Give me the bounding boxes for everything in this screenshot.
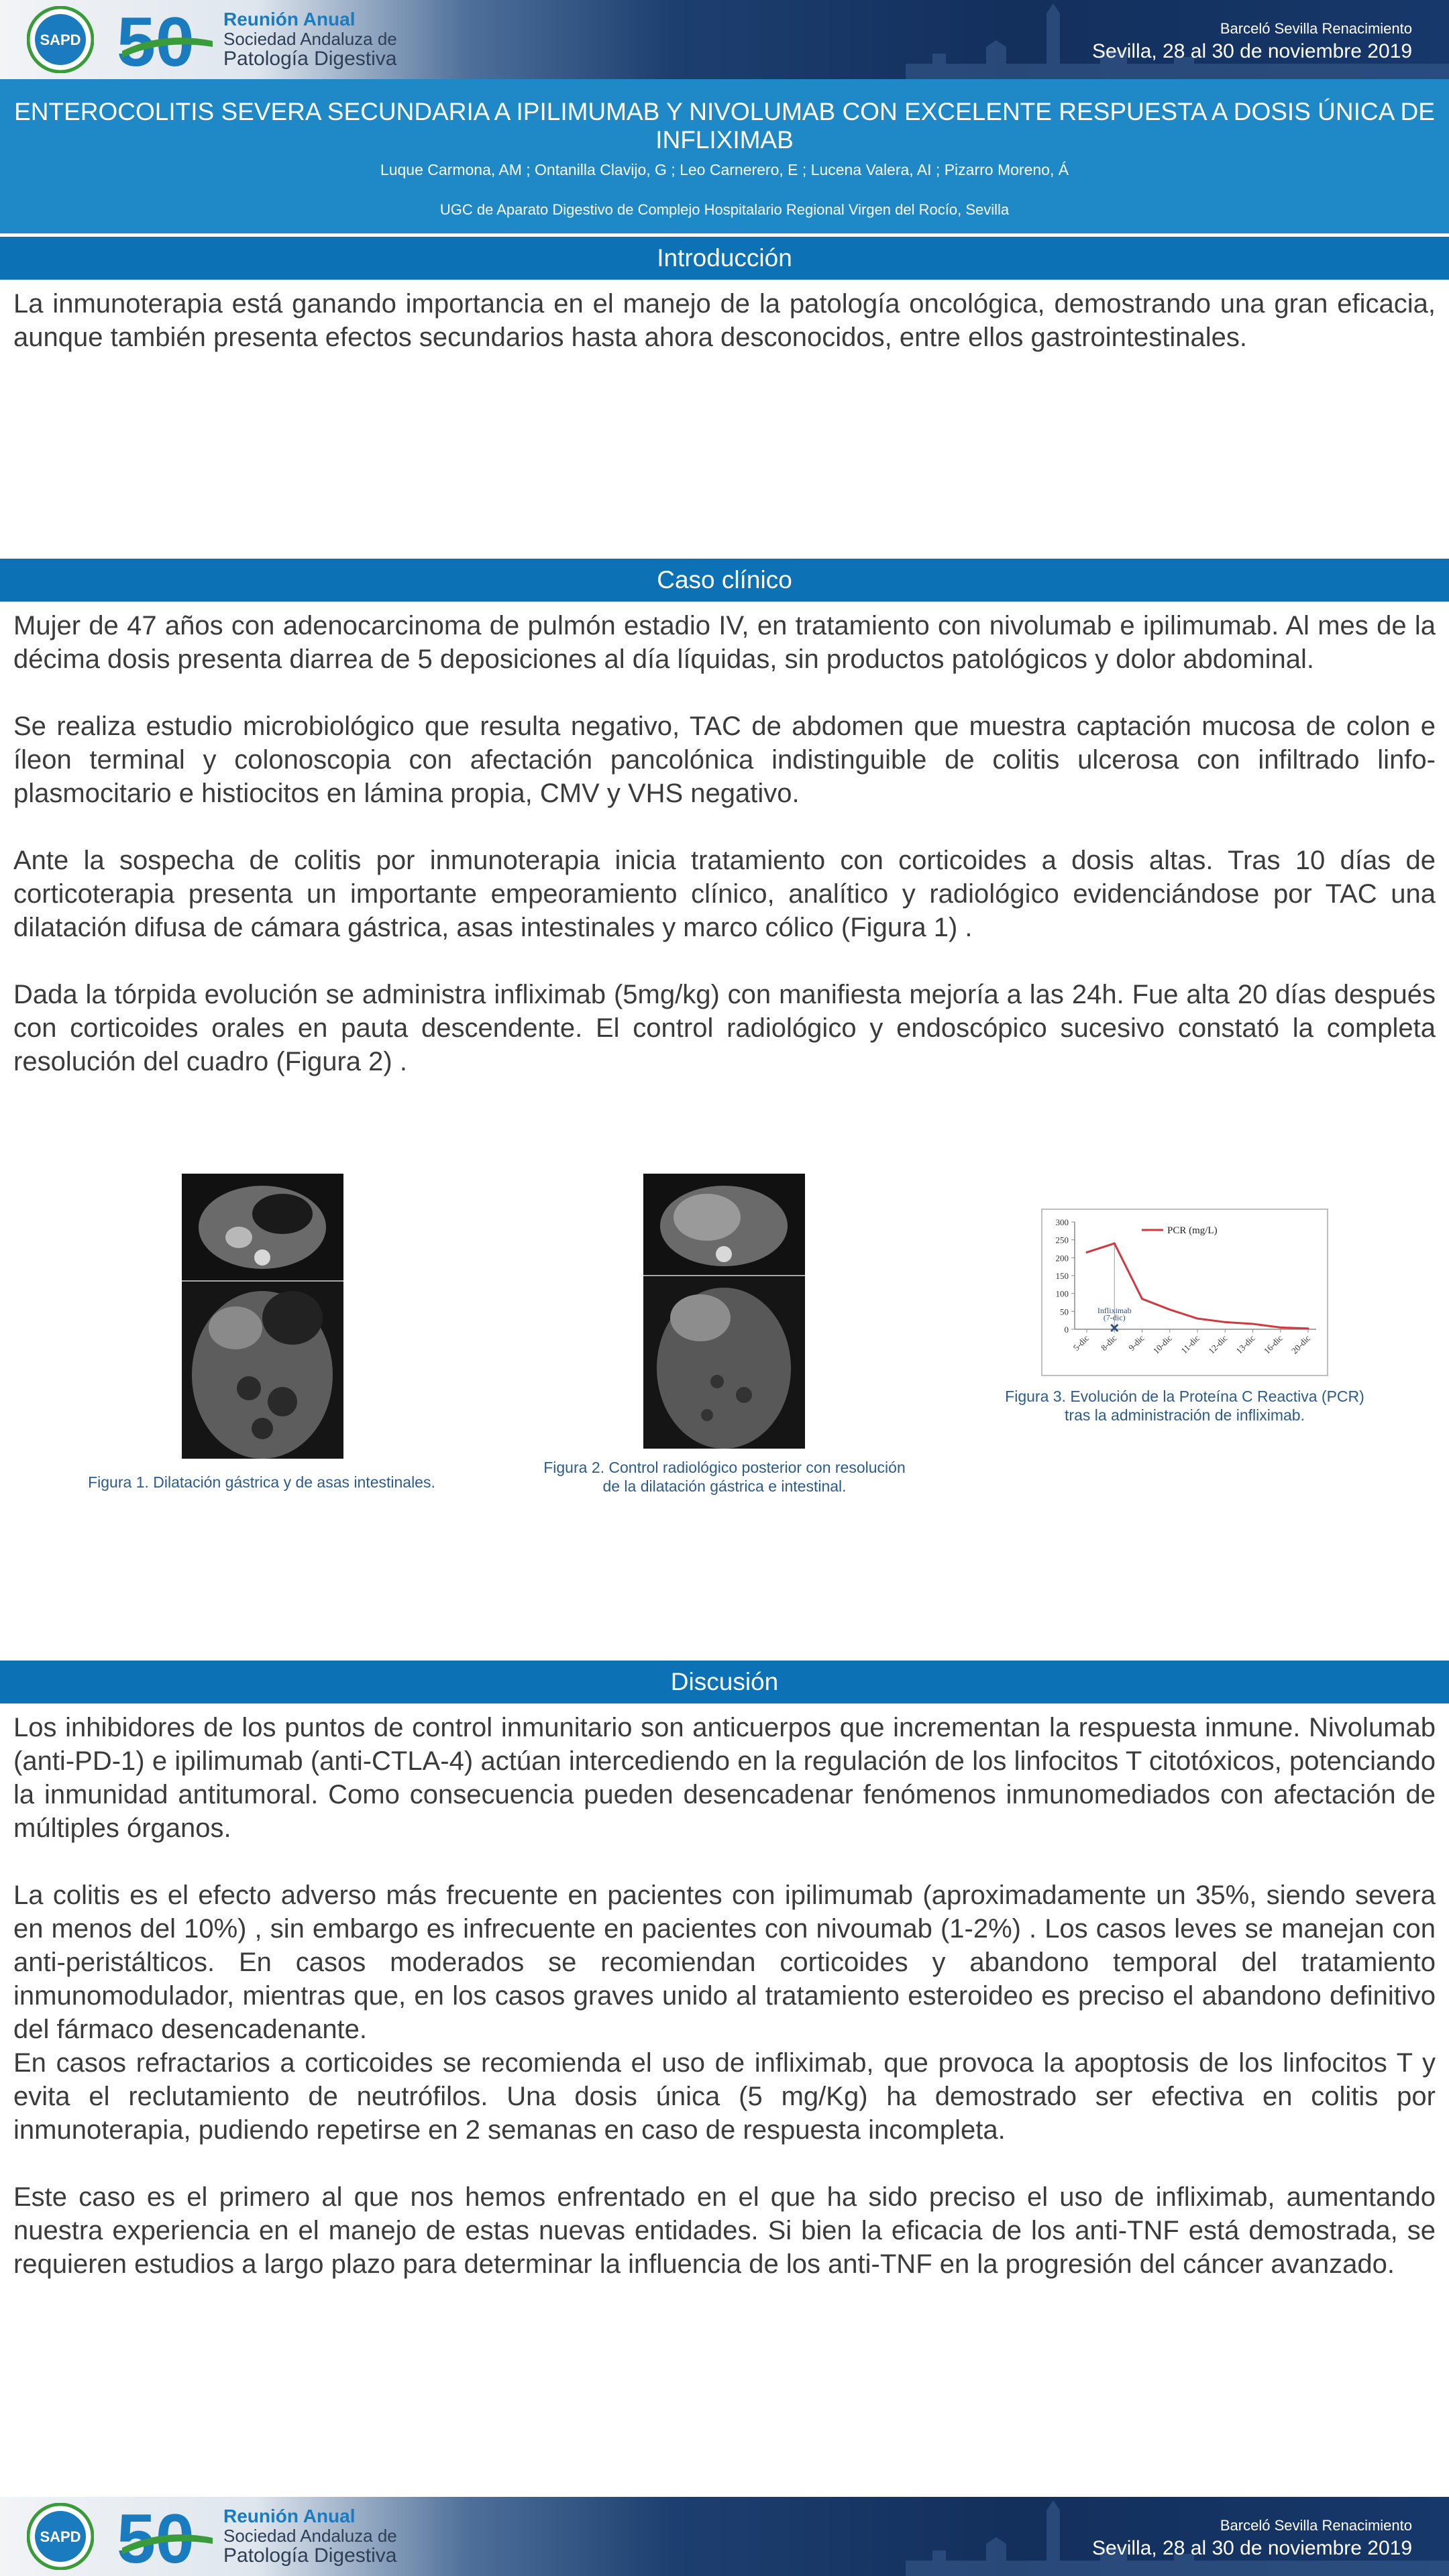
legend-label: PCR (mg/L) <box>1167 1225 1218 1236</box>
chart-x-tick-label: 20-dic <box>1289 1333 1313 1356</box>
pcr-data-point <box>1169 1308 1171 1310</box>
figure-2-caption-line-2: de la dilatación gástrica e intestinal. <box>602 1477 847 1495</box>
bottom-banner <box>0 2497 1449 2576</box>
intro-text <box>13 287 1436 354</box>
figure-1-ct-illustration <box>182 1174 343 1459</box>
figure-2-ct-illustration <box>643 1174 805 1449</box>
chart-y-tick-label: 50 <box>1060 1306 1069 1317</box>
sapd-logo-text: SAPD <box>40 32 81 48</box>
event-name <box>223 2506 398 2568</box>
figure-3-caption <box>966 1387 1403 1424</box>
case-paragraph-3: Ante la sospecha de colitis por inmunoterapia inicia tratamiento con corticoides a dosis altas. Tras 10 días de corticoterapia presenta un importante empeoramiento clínico, analítico y radiológico evidenciándose por TAC una dilatación difusa de cámara gástrica, asas intestinales y marco cólico (Figura 1) . <box>13 846 1436 942</box>
anniversary-number: 50 <box>117 4 195 75</box>
chart-x-tick-label: 16-dic <box>1261 1333 1285 1356</box>
pcr-data-point <box>1141 1298 1143 1300</box>
discussion-paragraph-4: Este caso es el primero al que nos hemos enfrentado en el que ha sido preciso el uso de infliximab, aumentando nuestra experiencia en el manejo de estas nuevas entidades. Si bien la eficacia de los anti-TNF está demostrada, se requieren estudios a largo plazo para determinar la influencia de los anti-TNF en la progresión del cáncer avanzado. <box>13 2182 1436 2279</box>
figure-3-caption-line-1: Figura 3. Evolución de la Proteína C Reactiva (PCR) <box>1005 1388 1364 1405</box>
event-line-1: Reunión Anual <box>223 2506 356 2526</box>
seville-skyline-icon <box>906 2497 1449 2576</box>
section-heading-caso-clinico: Caso clínico <box>0 559 1449 602</box>
pcr-data-point <box>1307 1327 1309 1329</box>
seville-skyline-icon <box>906 0 1449 79</box>
chart-x-tick-label: 11-dic <box>1179 1333 1202 1356</box>
discussion-text <box>13 1711 1436 2281</box>
authors: Luque Carmona, AM ; Ontanilla Clavijo, G ; Leo Carnerero, E ; Lucena Valera, AI ; Pizarro Moreno, Á <box>380 161 1069 178</box>
dates-text: Sevilla, 28 al 30 de noviembre 2019 <box>1092 40 1412 62</box>
sapd-logo-text: SAPD <box>40 2528 81 2545</box>
intro-paragraph: La inmunoterapia está ganando importancia en el manejo de la patología oncológica, demostrando una gran eficacia, aunque también presenta efectos secundarios hasta ahora desconocidos, entre ellos gastrointestinales. <box>13 289 1436 352</box>
sapd-logo-icon <box>27 6 94 73</box>
event-line-2: Sociedad Andaluza de <box>223 29 397 49</box>
section-heading-introduccion: Introducción <box>0 237 1449 280</box>
chart-x-tick-label: 5-dic <box>1071 1333 1091 1353</box>
pcr-data-point <box>1114 1243 1116 1245</box>
chart-x-tick-label: 8-dic <box>1098 1333 1119 1353</box>
chart-x-tick-label: 13-dic <box>1234 1333 1257 1356</box>
venue-text: Barceló Sevilla Renacimiento <box>1220 2517 1412 2534</box>
chart-x-tick-label: 9-dic <box>1126 1333 1146 1353</box>
figure-2-caption <box>517 1458 932 1496</box>
anniversary-logo <box>115 4 216 75</box>
case-paragraph-4: Dada la tórpida evolución se administra infliximab (5mg/kg) con manifiesta mejoría a las 24h. Fue alta 20 días después con corticoides orales en pauta descendente. El control radiológico y endoscópico sucesivo constató la completa resolución del cuadro (Figura 2) . <box>13 980 1436 1076</box>
pcr-data-point <box>1197 1318 1199 1320</box>
chart-y-tick-label: 300 <box>1055 1217 1069 1227</box>
dates-text: Sevilla, 28 al 30 de noviembre 2019 <box>1092 2537 1412 2559</box>
chart-y-tick-label: 250 <box>1055 1235 1069 1245</box>
title-block <box>0 79 1449 233</box>
poster-title: ENTEROCOLITIS SEVERA SECUNDARIA A IPILIMUMAB Y NIVOLUMAB CON EXCELENTE RESPUESTA A DOSIS ÚNICA DE INFLIXIMAB <box>14 98 1435 154</box>
affiliation: UGC de Aparato Digestivo de Complejo Hospitalario Regional Virgen del Rocío, Sevilla <box>439 201 1010 218</box>
pcr-line-chart <box>1041 1209 1328 1376</box>
figure-1-caption: Figura 1. Dilatación gástrica y de asas intestinales. <box>88 1473 435 1491</box>
figure-2-caption-line-1: Figura 2. Control radiológico posterior con resolución <box>543 1459 906 1476</box>
chart-y-tick-label: 0 <box>1064 1325 1069 1335</box>
event-name <box>223 9 398 71</box>
anniversary-logo <box>115 2501 216 2572</box>
chart-y-tick-label: 150 <box>1055 1271 1069 1281</box>
pcr-data-point <box>1224 1321 1226 1323</box>
chart-x-tick-label: 12-dic <box>1206 1333 1230 1356</box>
event-line-1: Reunión Anual <box>223 9 356 30</box>
chart-y-tick-label: 100 <box>1055 1288 1069 1299</box>
figure-3-caption-line-2: tras la administración de infliximab. <box>1065 1406 1305 1424</box>
discussion-paragraph-2: La colitis es el efecto adverso más frecuente en pacientes con ipilimumab (aproximadamente un 35%, siendo severa en menos del 10%) , sin embargo es infrecuente en pacientes con nivoumab (1-2%) . Los casos leves se manejan con anti-peristálticos. En casos moderados se recomiendan corticoides y abandono temporal del tratamiento inmunomodulador, mientras que, en los casos graves unido al tratamiento esteroideo es preciso el abandono definitivo del fármaco desencadenante. <box>13 1881 1436 2044</box>
section-heading-discusion: Discusión <box>0 1661 1449 1703</box>
anniversary-number: 50 <box>117 2501 195 2572</box>
sapd-logo-icon <box>27 2503 94 2570</box>
event-line-3: Patología Digestiva <box>223 48 397 70</box>
pcr-data-point <box>1086 1251 1088 1253</box>
case-paragraph-2: Se realiza estudio microbiológico que resulta negativo, TAC de abdomen que muestra captación mucosa de colon e íleon terminal y colonoscopia con afectación pancolónica indistinguible de colitis ulcerosa con infiltrado linfo-plasmocitario e histiocitos en lámina propia, CMV y VHS negativo. <box>13 712 1436 808</box>
infliximab-label: Infliximab <box>1097 1306 1132 1315</box>
top-banner <box>0 0 1449 79</box>
case-text <box>13 609 1436 1078</box>
event-line-3: Patología Digestiva <box>223 2544 397 2567</box>
chart-y-tick-label: 200 <box>1055 1253 1069 1264</box>
discussion-paragraph-3: En casos refractarios a corticoides se recomienda el uso de infliximab, que provoca la apoptosis de los linfocitos T y evita el reclutamiento de neutrófilos. Una dosis única (5 mg/Kg) ha demostrado ser efectiva en colitis por inmunoterapia, pudiendo repetirse en 2 semanas en caso de respuesta incompleta. <box>13 2048 1436 2145</box>
discussion-paragraph-1: Los inhibidores de los puntos de control inmunitario son anticuerpos que incrementan la respuesta inmune. Nivolumab (anti-PD-1) e ipilimumab (anti-CTLA-4) actúan intercediendo en la regulación de los linfocitos T citotóxicos, potenciando la inmunidad antitumoral. Como consecuencia pueden desencadenar fenómenos inmunomediados con afectación de múltiples órganos. <box>13 1713 1436 1843</box>
pcr-data-point <box>1279 1327 1281 1329</box>
chart-x-tick-label: 10-dic <box>1150 1333 1174 1356</box>
infliximab-date-label: (7-dic) <box>1103 1312 1126 1323</box>
pcr-data-point <box>1252 1323 1254 1325</box>
event-line-2: Sociedad Andaluza de <box>223 2526 397 2546</box>
venue-text: Barceló Sevilla Renacimiento <box>1220 20 1412 37</box>
figure-1-ct-image <box>182 1174 343 1459</box>
figure-2-ct-image <box>643 1174 805 1449</box>
case-paragraph-1: Mujer de 47 años con adenocarcinoma de pulmón estadio IV, en tratamiento con nivolumab e ipilimumab. Al mes de la décima dosis presenta diarrea de 5 deposiciones al día líquidas, sin productos patológicos y dolor abdominal. <box>13 611 1436 674</box>
